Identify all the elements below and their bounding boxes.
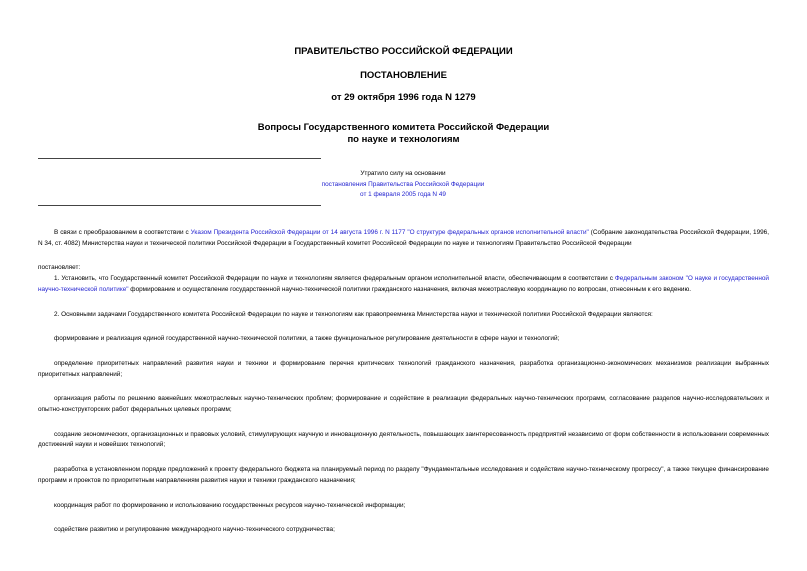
status-note-text: Утратило силу на основании — [360, 170, 446, 177]
status-note — [300, 169, 506, 201]
paragraph-task: формирование и реализация единой государственной научно-технической политики, а также функциональное регулирование деятельности в сфере науки и технологий; — [54, 335, 560, 343]
federal-law-link[interactable]: Федеральным законом "О науке и государственной научно-технической политике" — [38, 275, 769, 293]
document-type-heading: ПОСТАНОВЛЕНИЕ — [360, 70, 447, 81]
status-note-link-line-1[interactable]: постановления Правительства Российской Федерации — [321, 180, 485, 188]
paragraph-preamble — [38, 228, 769, 249]
government-heading: ПРАВИТЕЛЬСТВО РОССИЙСКОЙ ФЕДЕРАЦИИ — [294, 46, 513, 57]
decree-link[interactable]: Указом Президента Российской Федерации от 14 августа 1996 г. N 1177 "О структуре федеральных органов исполнительной власти" — [190, 229, 589, 236]
paragraph-task: разработка в установленном порядке предложений к проекту федерального бюджета на планируемый период по разделу "Фундаментальные исследования и содействие научно-техническому прогрессу", а также текущее финансирование программ и проектов по приоритетным направлениям развития науки и техники гражданского назначения; — [38, 466, 769, 484]
paragraph-text: формирование и осуществление государственной научно-технической политики гражданского назначения, включая межотраслевую координацию по вопросам, отнесенным к его ведению. — [128, 285, 692, 293]
document-body — [38, 228, 769, 536]
document-date-number: от 29 октября 1996 года N 1279 — [331, 92, 476, 103]
paragraph-item-2: 2. Основными задачами Государственного комитета Российской Федерации по науке и технологиям как правопреемника Министерства науки и технической политики Российской Федерации являются: — [54, 310, 653, 318]
document-title-line-1: Вопросы Государственного комитета Российской Федерации — [257, 122, 550, 133]
separator-bottom — [38, 205, 321, 206]
paragraph-task: создание экономических, организационных и правовых условий, стимулирующих научную и инновационную деятельность, повышающих заинтересованность предприятий независимо от форм собственности в использовании современных достижений науки и новейших технологий; — [38, 430, 769, 449]
paragraph-task: координация работ по формированию и использованию государственных ресурсов научно-технической информации; — [54, 501, 406, 509]
paragraph-resolves: постановляет: — [38, 264, 81, 272]
paragraph-text: (Собрание законодательства Российской Федерации, 1996, N 34, ст. 4082) Министерства науки и технической политики Российской Федерации в Государственный комитет Российской Федерации по науке и технологиям Правительство Российской Федерации — [38, 229, 770, 247]
document-title — [0, 122, 807, 146]
document-title-line-2: по науке и технологиям — [347, 134, 460, 145]
paragraph-text: В связи с преобразованием в соответствии с — [54, 229, 191, 236]
paragraph-item-1 — [38, 274, 769, 295]
paragraph-task: содействие развитию и регулирование международного научно-технического сотрудничества; — [54, 526, 335, 534]
paragraph-text: 1. Установить, что Государственный комитет Российской Федерации по науке и технологиям является федеральным органом исполнительной власти, обеспечивающим в соответствии с — [54, 275, 615, 283]
paragraph-task: определение приоритетных направлений развития науки и техники и формирование перечня критических технологий гражданского назначения, разработка организационно-экономических механизмов реализации выбранных приоритетных направлений; — [38, 359, 769, 378]
separator-top — [38, 158, 321, 159]
paragraph-task: организация работы по решению важнейших межотраслевых научно-технических проблем; формирование и содействие в реализации федеральных научно-технических программ, согласование разделов научно-исследовательских и опытно-конструкторских работ федеральных целевых программ; — [38, 395, 769, 414]
status-note-link-line-2[interactable]: от 1 февраля 2005 года N 49 — [360, 191, 446, 198]
